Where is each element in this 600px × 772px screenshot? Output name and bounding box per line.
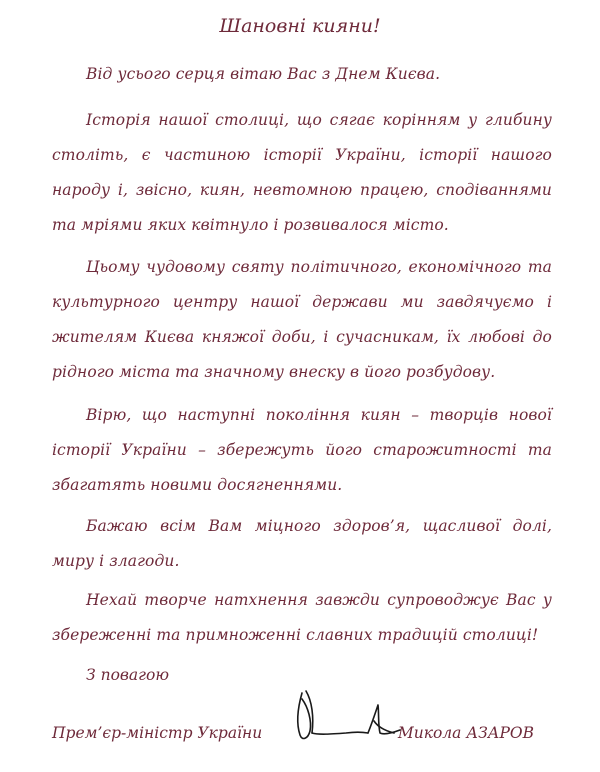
letter-closing: З повагою	[86, 666, 169, 684]
signer-name: Микола АЗАРОВ	[397, 724, 534, 742]
signature-block	[52, 717, 552, 757]
handwritten-signature	[288, 683, 408, 747]
letter-paragraph-2: Історія нашої столиці, що сягає корінням у глибину століть, є частиною історії України, історії нашого народу і, звісно, киян, невтомною працею, сподіваннями та мріями яких квітнуло і розвивалося місто.	[52, 111, 552, 234]
letter-paragraph-6: Нехай творче натхнення завжди супроводжує Вас у збереженні та примноженні славних традицій столиці!	[52, 591, 552, 644]
letter-paragraph-4: Вірю, що наступні покоління киян – творців нової історії України – збережуть його старожитності та збагатять новими досягненнями.	[52, 406, 552, 494]
letter-paragraph-1: Від усього серця вітаю Вас з Днем Києва.	[86, 65, 441, 83]
signer-position: Прем’єр-міністр України	[52, 724, 263, 742]
letter-salutation: Шановні кияни!	[219, 15, 381, 37]
letter-paragraph-5: Бажаю всім Вам міцного здоров’я, щасливої долі, миру і злагоди.	[52, 517, 552, 570]
letter-paragraph-3: Цьому чудовому святу політичного, економічного та культурного центру нашої держави ми завдячуємо і жителям Києва княжої доби, і сучасникам, їх любові до рідного міста та значному внеску в його розбудову.	[52, 258, 552, 381]
